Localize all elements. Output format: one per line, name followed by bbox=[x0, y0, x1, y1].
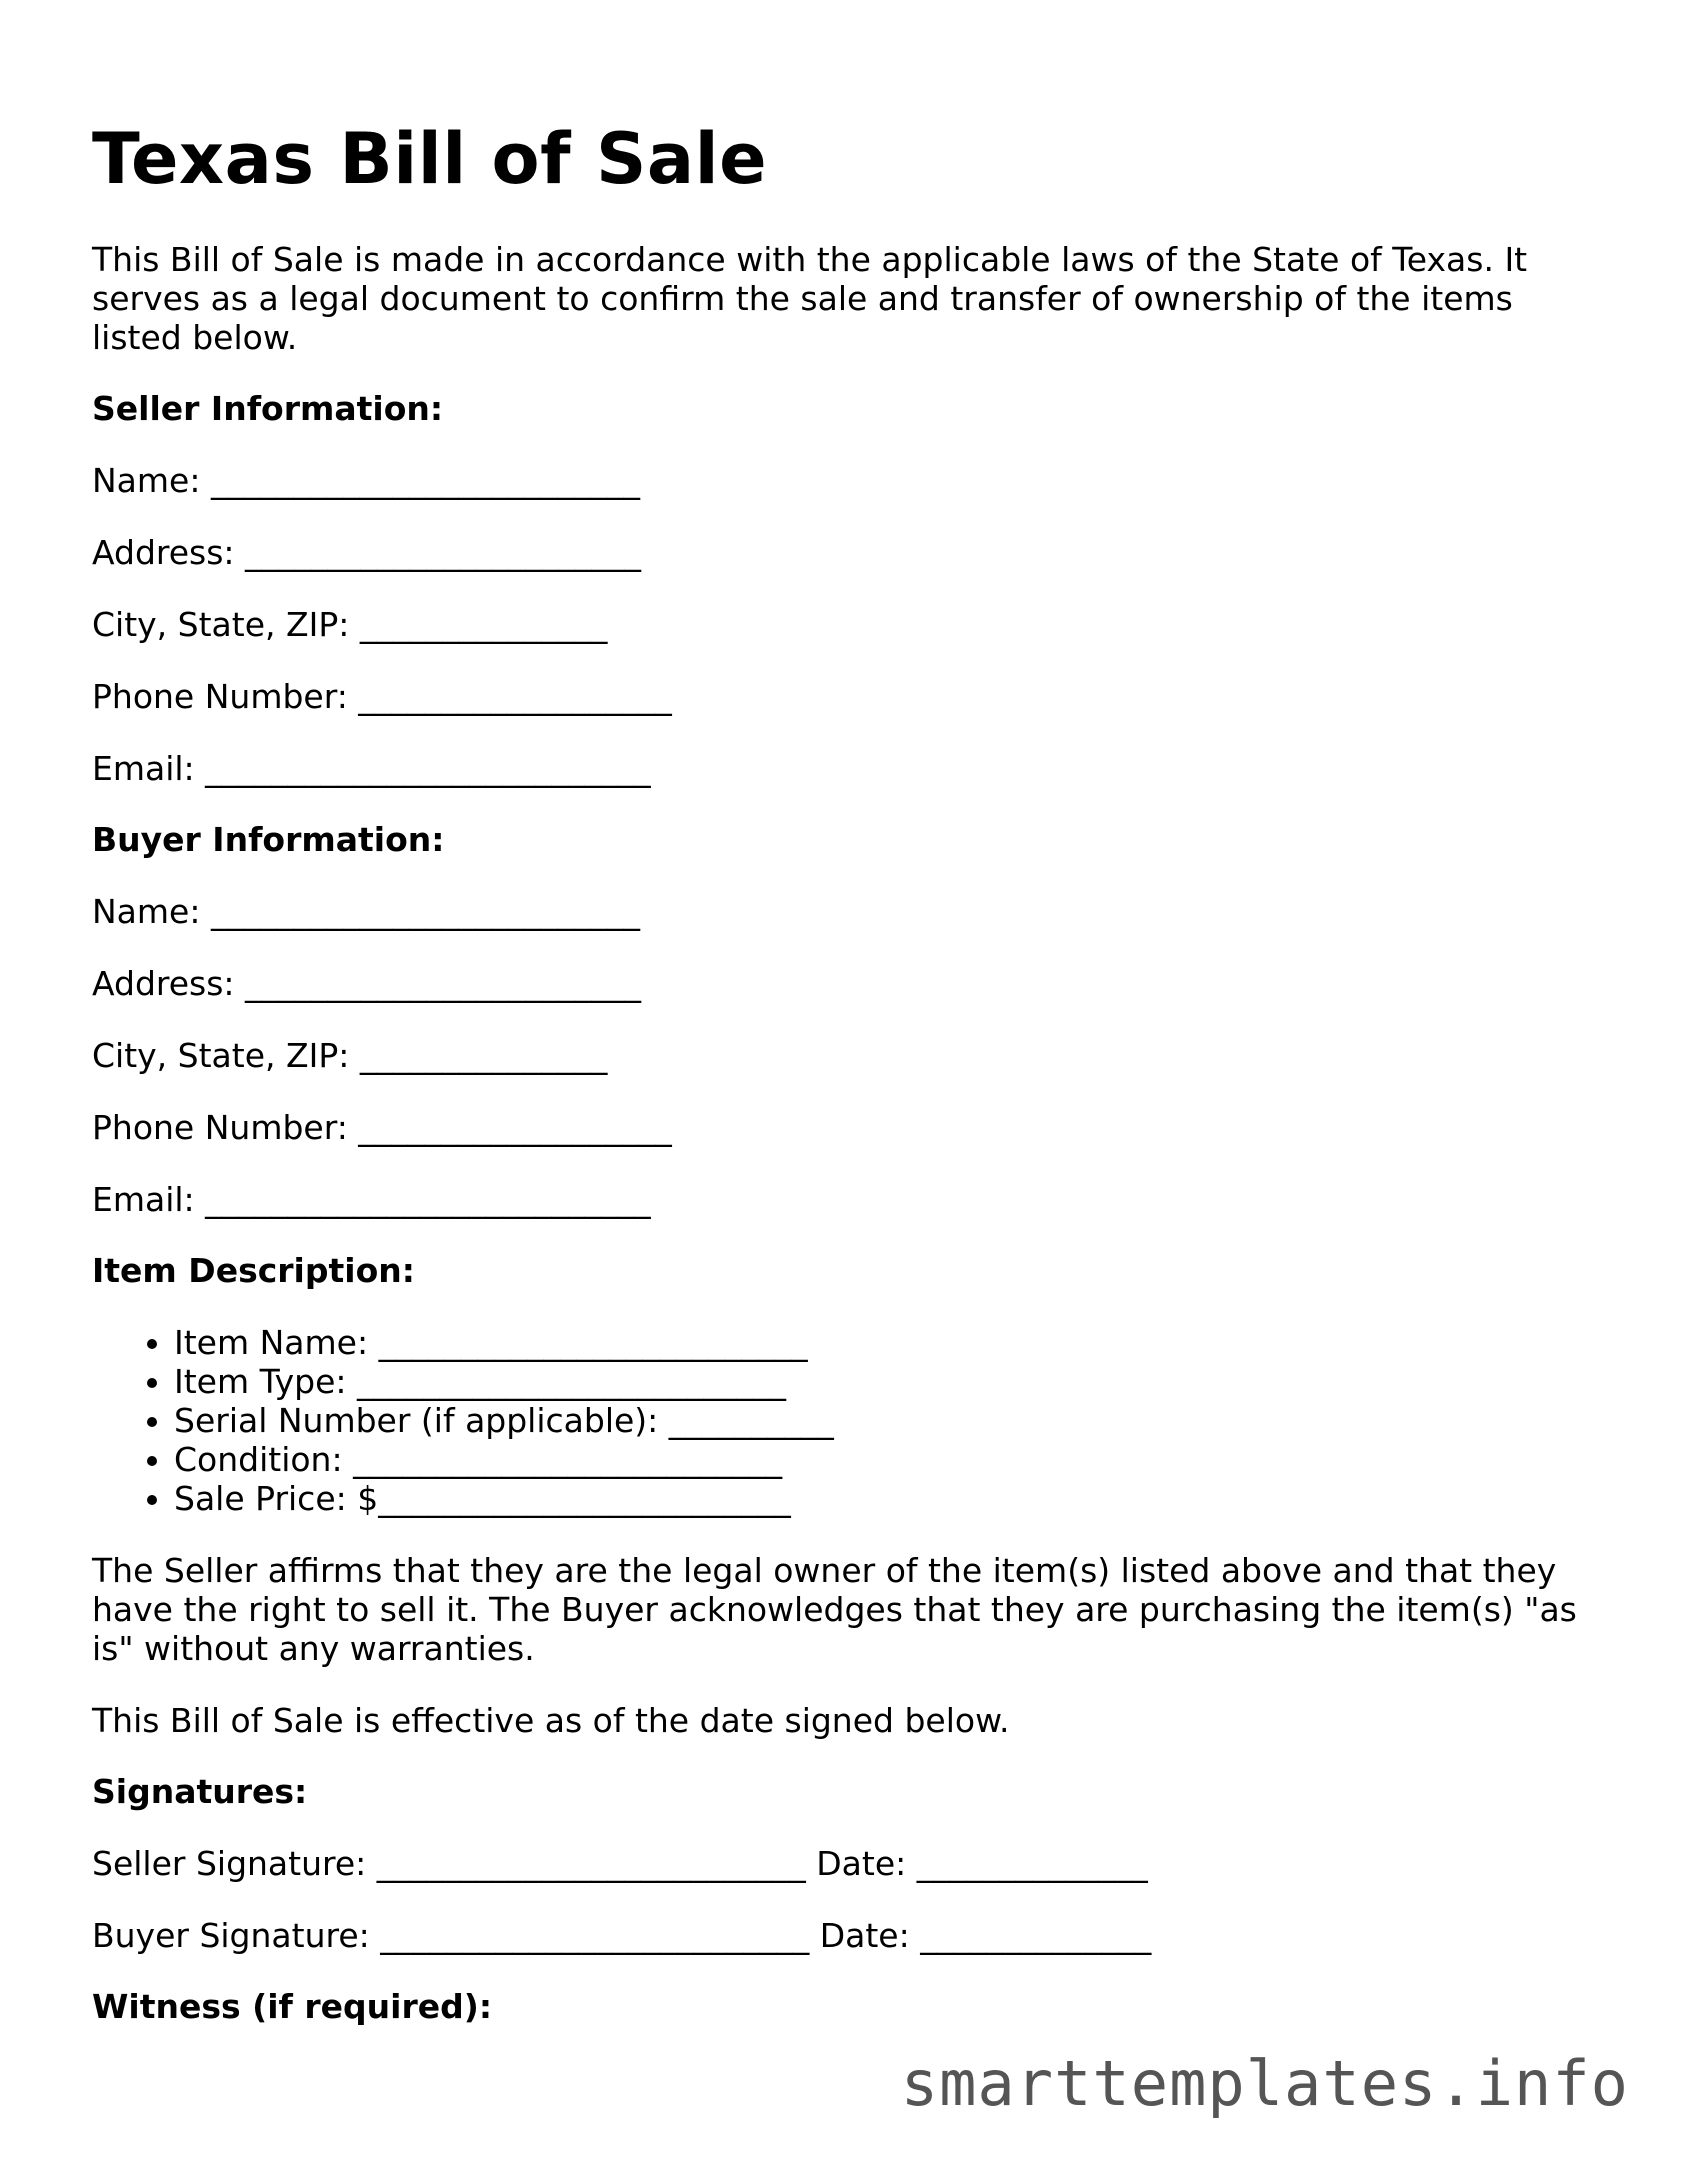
buyer-section-heading: Buyer Information: bbox=[92, 820, 445, 859]
seller-signature-line: Seller Signature: __________________________ Date: ______________ bbox=[92, 1844, 1148, 1883]
buyer-email-field: Email: ___________________________ bbox=[92, 1180, 651, 1219]
watermark-text: smarttemplates.info bbox=[900, 2047, 1629, 2120]
buyer-signature-line: Buyer Signature: __________________________ Date: ______________ bbox=[92, 1916, 1152, 1955]
affirmation-paragraph: The Seller affirms that they are the legal owner of the item(s) listed above and that they have the right to sell it. The Buyer acknowledges that they are purchasing the item(s) "as is" without any warranties. bbox=[92, 1551, 1577, 1668]
effective-date-paragraph: This Bill of Sale is effective as of the date signed below. bbox=[92, 1701, 1010, 1740]
seller-email-field: Email: ___________________________ bbox=[92, 749, 651, 788]
page-title: Texas Bill of Sale bbox=[92, 118, 768, 200]
seller-section-heading: Seller Information: bbox=[92, 389, 444, 428]
seller-city-field: City, State, ZIP: _______________ bbox=[92, 605, 608, 644]
serial-number-field: • Serial Number (if applicable): __________ bbox=[174, 1401, 1592, 1440]
item-description-list bbox=[92, 1323, 1592, 1518]
seller-address-field: Address: ________________________ bbox=[92, 533, 642, 572]
item-type-field: • Item Type: __________________________ bbox=[174, 1362, 1592, 1401]
buyer-phone-field: Phone Number: ___________________ bbox=[92, 1108, 672, 1147]
seller-phone-field: Phone Number: ___________________ bbox=[92, 677, 672, 716]
item-name-field: • Item Name: __________________________ bbox=[174, 1323, 1592, 1362]
seller-name-field: Name: __________________________ bbox=[92, 461, 640, 500]
signatures-section-heading: Signatures: bbox=[92, 1772, 308, 1811]
condition-field: • Condition: __________________________ bbox=[174, 1440, 1592, 1479]
buyer-address-field: Address: ________________________ bbox=[92, 964, 642, 1003]
item-section-heading: Item Description: bbox=[92, 1251, 415, 1290]
buyer-city-field: City, State, ZIP: _______________ bbox=[92, 1036, 608, 1075]
witness-section-heading: Witness (if required): bbox=[92, 1987, 493, 2026]
sale-price-field: • Sale Price: $_________________________ bbox=[174, 1479, 1592, 1518]
buyer-name-field: Name: __________________________ bbox=[92, 892, 640, 931]
document-page bbox=[92, 118, 1592, 2026]
intro-paragraph: This Bill of Sale is made in accordance with the applicable laws of the State of Texas. It serves as a legal document to confirm the sale and transfer of ownership of the items listed below. bbox=[92, 240, 1528, 357]
